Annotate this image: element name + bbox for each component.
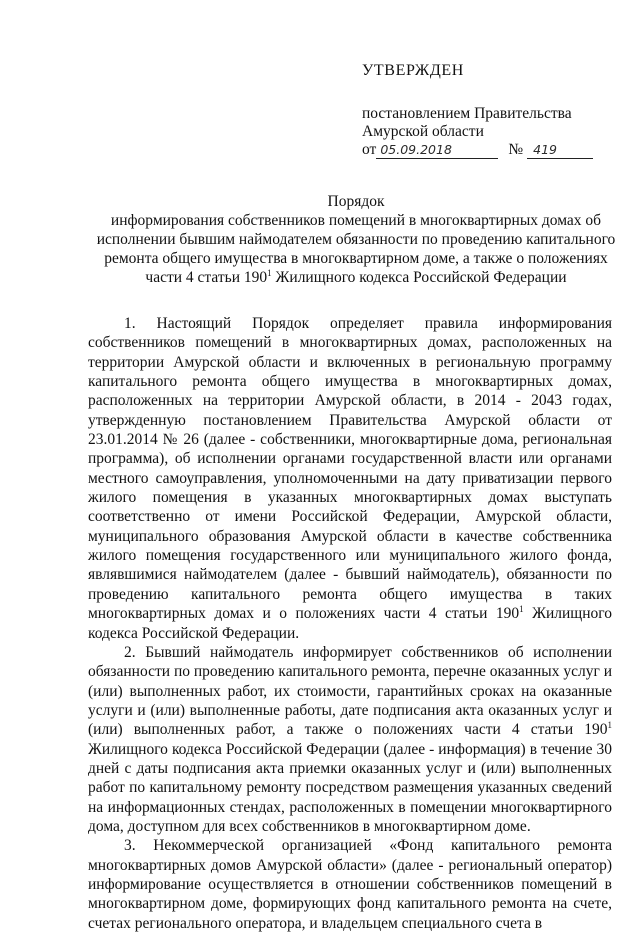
paragraph-1-superscript: 1 [519,604,524,615]
number-prefix: № [508,141,524,158]
paragraph-2-text: 2. Бывший наймодатель информирует собственников об исполнении обязанности по проведению капитального ремонта, перечне оказанных услуг и (или) выполненных работ, их стоимости, гарантийных сроках на оказанные услуги и (или) выполненные работы, дате подписания акта оказанных услуг и (или) выполненных работ, а также о положениях части 4 статьи 190 [88,643,612,739]
paragraph-3: 3. Некоммерческой организацией «Фонд капитального ремонта многоквартирных домов Амурской области» (далее - региональный оператор) информирование осуществляется в отношении собственников помещений в многоквартирном доме, формирующих фонд капитального ремонта на счете, счетах регионального оператора, и владельцем специального счета в [88,837,612,932]
document-body [88,314,612,933]
document-title [88,192,624,287]
date-prefix: от [362,141,377,158]
paragraph-2 [88,643,612,836]
handwritten-number: 419 [533,142,557,157]
handwritten-date: 05.09.2018 [380,142,452,157]
paragraph-1-text: 1. Настоящий Порядок определяет правила информирования собственников помещений в многоквартирных домах, расположенных на территории Амурской области и включенных в региональную программу капитального ремонта общего имущества в многоквартирных домах, расположенных на территории Амурской области, в 2014 - 2043 годах, утвержденную постановлением Правительства Амурской области от 23.01.2014 № 26 (далее - собственники, многоквартирные дома, региональная программа), об исполнении органами государственной власти или органами местного самоуправления, уполномоченными на дату приватизации первого жилого помещения в указанных многоквартирных домах выступать соответственно от имени Российской Федерации, Амурской области, муниципального образования Амурской области в качестве собственника жилого помещения государственного или муниципального жилого фонда, являвшимися наймодателем (далее - бывший наймодатель), обязанности по проведению капитального ремонта общего имущества в таких многоквартирных домах и о положениях части 4 статьи 190 [88,315,612,623]
paragraph-1-text-end: Жилищного кодекса Российской Федерации. [88,605,612,642]
number-field [527,142,593,159]
approval-block [362,62,622,159]
paragraph-2-superscript: 1 [607,720,612,731]
approval-line-1: постановлением Правительства [362,105,572,122]
subtitle-text: информирования собственников помещений в многоквартирных домах об исполнении бывшим наймодателем обязанности по проведению капитального ремонта общего имущества в многоквартирном доме, а также о положениях части 4 статьи 190 [96,212,616,286]
title-main: Порядок [327,193,385,210]
subtitle-text-end: Жилищного кодекса Российской Федерации [271,269,567,286]
date-field [376,142,498,159]
title-subtitle [88,211,624,287]
approval-heading: УТВЕРЖДЕН [362,62,464,79]
paragraph-2-text-end: Жилищного кодекса Российской Федерации (далее - информация) в течение 30 дней с даты подписания акта приемки оказанных услуг и (или) выполненных работ по капитальному ремонту посредством размещения указанных сведений на информационных стендах, расположенных в помещении многоквартирного дома, доступном для всех собственников в многоквартирном доме. [88,740,612,835]
approval-line-2: Амурской области [362,123,484,140]
subtitle-superscript: 1 [267,268,272,278]
paragraph-1 [88,314,612,643]
approval-date-number-row [362,141,622,159]
